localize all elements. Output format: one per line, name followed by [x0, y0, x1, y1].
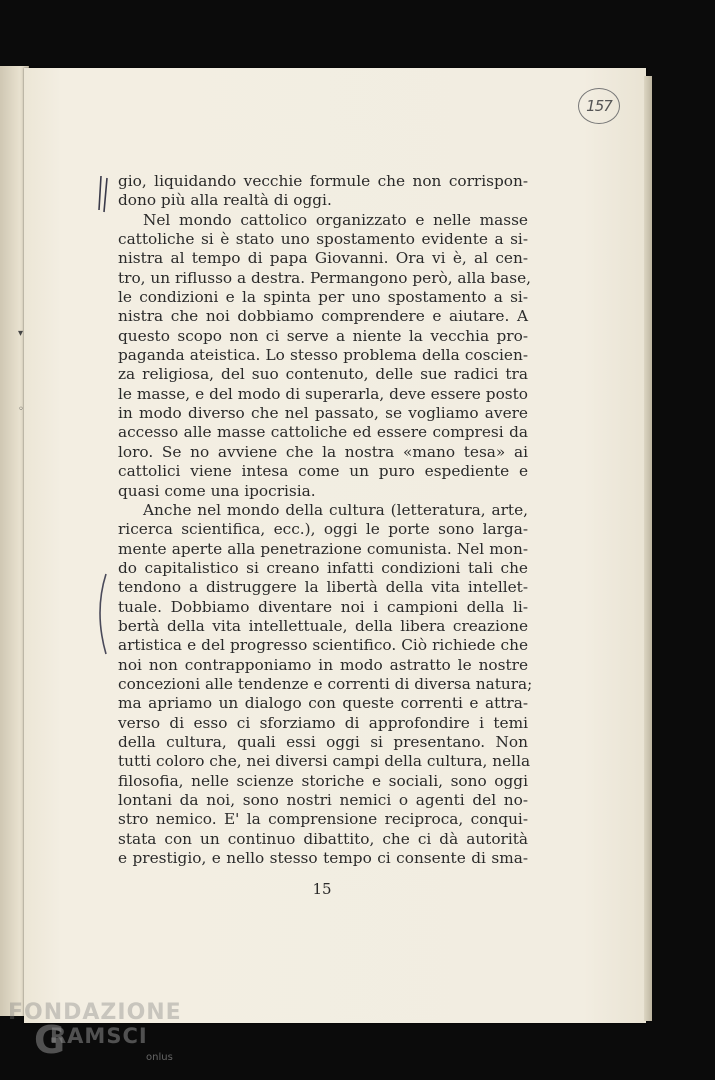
text-line: ma apriamo un dialogo con queste correnti e attra- — [118, 694, 528, 713]
text-line: do capitalistico si creano infatti condizioni tali che — [118, 558, 528, 577]
watermark-g-letter: G — [34, 1018, 66, 1062]
text-line: le condizioni e la spinta per uno spostamento a si- — [118, 288, 528, 307]
text-line: le masse, e del modo di superarla, deve essere posto — [118, 384, 528, 403]
text-line: gio, liquidando vecchie formule che non corrispon- — [118, 172, 528, 190]
text-line: accesso alle masse cattoliche ed essere compresi da — [118, 423, 528, 442]
watermark-line1: FONDAZIONE — [8, 1000, 182, 1025]
text-line: noi non contrapponiamo in modo astratto le nostre — [118, 655, 528, 674]
margin-bracket-icon — [92, 572, 112, 658]
text-line: filosofia, nelle scienze storiche e sociali, sono oggi — [118, 771, 528, 790]
text-line: za religiosa, del suo contenuto, delle sue radici tra — [118, 365, 528, 384]
text-line: cattoliche si è stato uno spostamento evidente a si- — [118, 230, 528, 249]
text-line: nistra al tempo di papa Giovanni. Ora vi è, al cen- — [118, 249, 528, 268]
text-line: stro nemico. E' la comprensione reciproca, conqui- — [118, 810, 528, 829]
text-line: dono più alla realtà di oggi. — [118, 191, 332, 210]
text-line: concezioni alle tendenze e correnti di diversa natura; — [118, 674, 533, 693]
text-line: verso di esso ci sforziamo di approfondire i temi — [118, 713, 528, 732]
page-edge — [644, 76, 652, 1021]
text-line: tro, un riflusso a destra. Permangono però, alla base, — [118, 268, 532, 287]
text-line: stata con un continuo dibattito, che ci dà autorità — [118, 829, 528, 848]
text-line: Nel mondo cattolico organizzato e nelle masse — [143, 210, 528, 229]
text-line: tutti coloro che, nei diversi campi della cultura, nella — [118, 752, 531, 771]
binding-mark: ▾ — [18, 328, 24, 339]
text-line: bertà della vita intellettuale, della libera creazione — [118, 616, 528, 635]
text-line: cattolici viene intesa come un puro espediente e — [118, 462, 528, 481]
watermark-logo — [8, 1000, 198, 1070]
text-line: paganda ateistica. Lo stesso problema della coscien- — [118, 346, 528, 365]
page-number: 15 — [312, 880, 332, 898]
text-line: tendono a distruggere la libertà della vita intellet- — [118, 578, 528, 597]
text-line: quasi come una ipocrisia. — [118, 481, 316, 500]
archival-number-stamp: 157 — [578, 88, 620, 124]
text-line: della cultura, quali essi oggi si presentano. Non — [118, 732, 528, 751]
text-line: lontani da noi, sono nostri nemici o agenti del no- — [118, 791, 528, 809]
text-line: in modo diverso che nel passato, se vogliamo avere — [118, 404, 528, 423]
watermark-line3: onlus — [146, 1052, 173, 1063]
watermark-line2: RAMSCI — [50, 1024, 148, 1048]
text-line: mente aperte alla penetrazione comunista. Nel mon- — [118, 539, 528, 558]
text-line: questo scopo non ci serve a niente la vecchia pro- — [118, 326, 528, 345]
margin-annotation-icon — [96, 174, 112, 214]
binding-mark: ◦ — [18, 404, 24, 415]
text-line: e prestigio, e nello stesso tempo ci consente di sma- — [118, 849, 528, 868]
text-line: nistra che noi dobbiamo comprendere e aiutare. A — [118, 307, 528, 326]
text-line: ricerca scientifica, ecc.), oggi le porte sono larga- — [118, 520, 528, 539]
text-line: loro. Se no avviene che la nostra «mano tesa» ai — [118, 442, 528, 461]
body-text — [118, 172, 533, 868]
text-line: Anche nel mondo della cultura (letteratura, arte, — [143, 500, 528, 519]
text-line: artistica e del progresso scientifico. Ciò richiede che — [118, 636, 528, 655]
text-line: tuale. Dobbiamo diventare noi i campioni della li- — [118, 597, 528, 616]
